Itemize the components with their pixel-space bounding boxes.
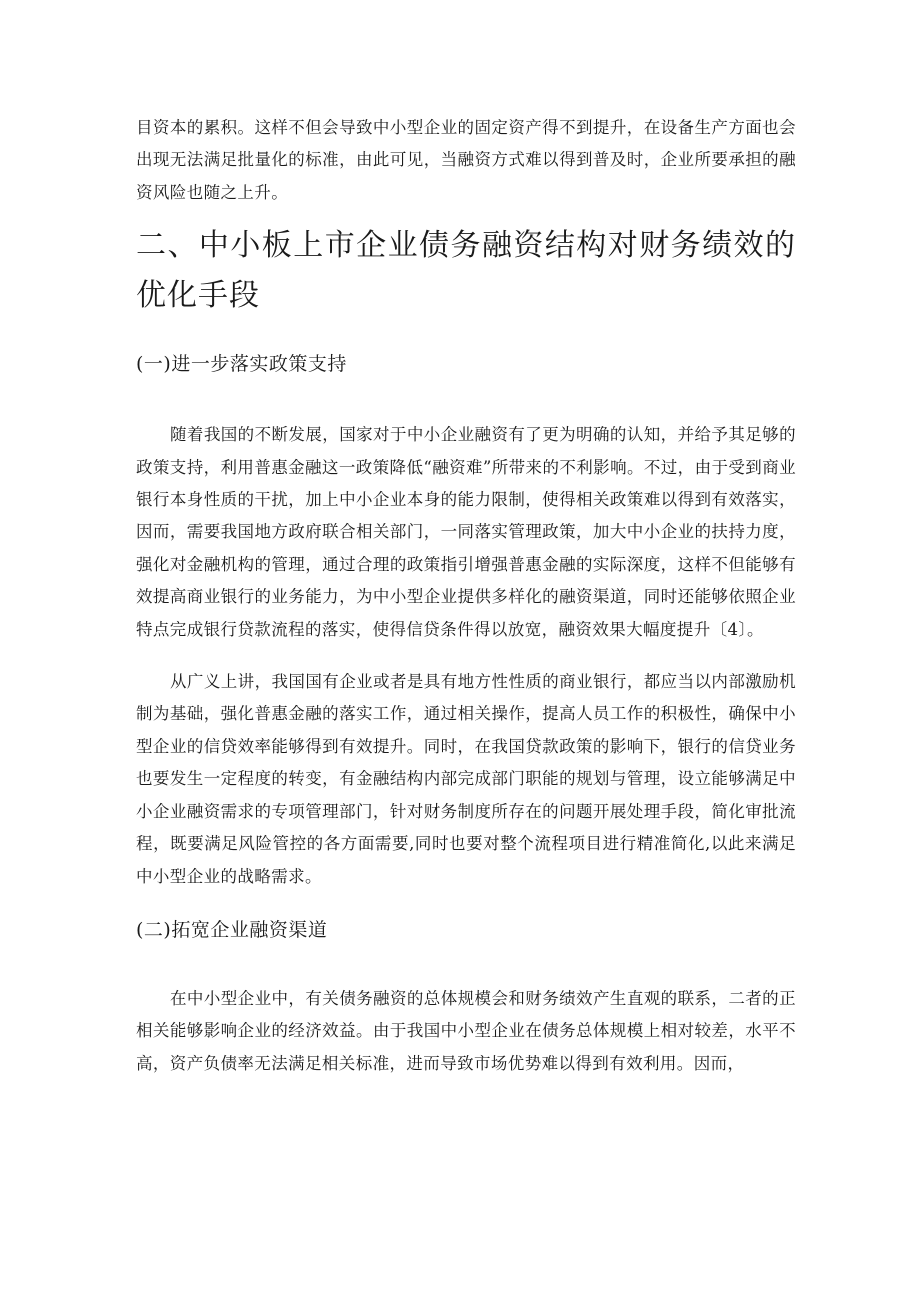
subsection-heading-policy-support: (一)进一步落实政策支持 — [136, 353, 347, 376]
body-paragraph: 从广义上讲，我国国有企业或者是具有地方性性质的商业银行，都应当以内部激励机制为基础，强化普惠金融的落实工作，通过相关操作，提高人员工作的积极性，确保中小型企业的信贷效率能够得到有效提升。同时，在我国贷款政策的影响下，银行的信贷业务也要发生一定程度的转变，有金融结构内部完成部门职能的规划与管理，设立能够满足中小企业融资需求的专项管理部门，针对财务制度所存在的问题开展处理手段，简化审批流程，既要满足风险管控的各方面需要,同时也要对整个流程项目进行精准简化,以此来满足中小型企业的战略需求。 — [136, 672, 796, 886]
subsection-heading-financing-channels: (二)拓宽企业融资渠道 — [136, 918, 328, 941]
document-page — [136, 112, 796, 1080]
body-paragraph: 在中小型企业中，有关债务融资的总体规模会和财务绩效产生直观的联系，二者的正相关能够影响企业的经济效益。由于我国中小型企业在债务总体规模上相对较差，水平不高，资产负债率无法满足相关标准，进而导致市场优势难以得到有效利用。因而， — [136, 988, 796, 1073]
section-heading: 二、中小板上市企业债务融资结构对财务绩效的优化手段 — [136, 228, 796, 314]
body-paragraph: 随着我国的不断发展，国家对于中小企业融资有了更为明确的认知，并给予其足够的政策支持，利用普惠金融这一政策降低“融资难”所带来的不利影响。不过，由于受到商业银行本身性质的干扰，加上中小企业本身的能力限制，使得相关政策难以得到有效落实，因而，需要我国地方政府联合相关部门，一同落实管理政策，加大中小企业的扶持力度，强化对金融机构的管理，通过合理的政策指引增强普惠金融的实际深度，这样不但能够有效提高商业银行的业务能力，为中小型企业提供多样化的融资渠道，同时还能够依照企业特点完成银行贷款流程的落实，使得信贷条件得以放宽，融资效果大幅度提升〔4〕。 — [136, 425, 796, 639]
intro-paragraph: 目资本的累积。这样不但会导致中小型企业的固定资产得不到提升，在设备生产方面也会出现无法满足批量化的标准，由此可见，当融资方式难以得到普及时，企业所要承担的融资风险也随之上升。 — [136, 118, 796, 202]
